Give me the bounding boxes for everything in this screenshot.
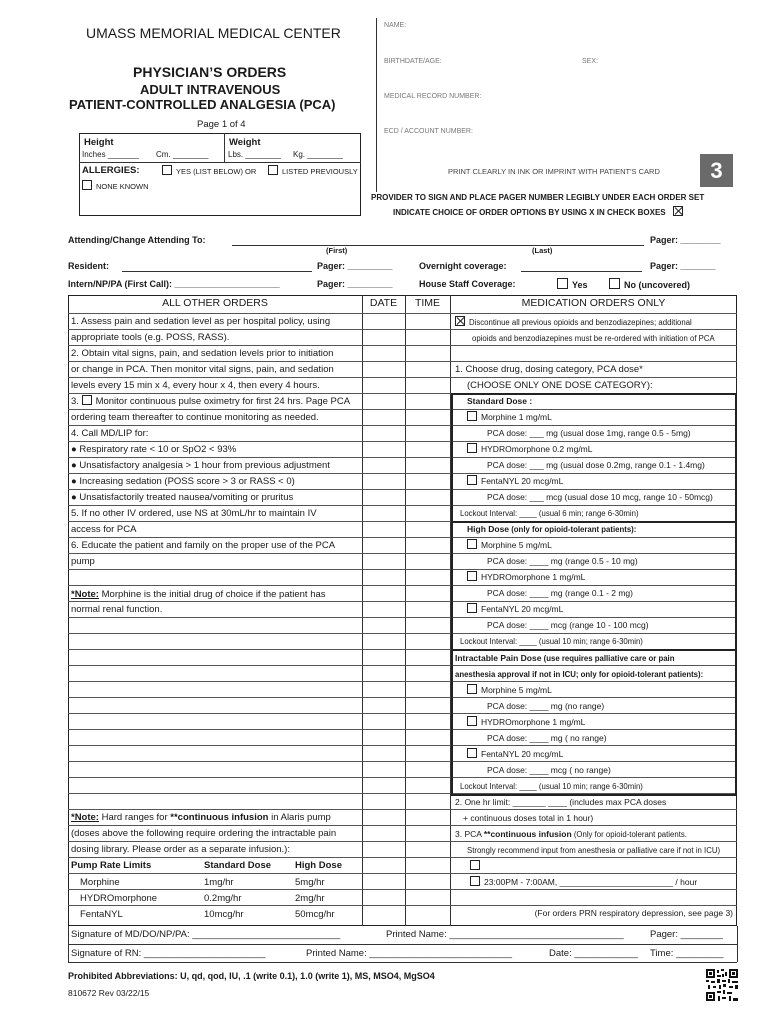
strongly-recommend: Strongly recommend input from anesthesia or palliative care if not in ICU) — [467, 846, 721, 855]
pca-dose-field[interactable]: PCA dose: ___ mg (usual dose 0.2mg, range 0.1 - 1.4mg) — [487, 460, 705, 470]
hard-range-note: *Note: Hard ranges for **continuous infusion in Alaris pump — [71, 812, 331, 823]
lockout-interval-field[interactable]: Lockout Interval: ____ (usual 10 min; range 6-30min) — [460, 637, 643, 646]
pump-header-limits: Pump Rate Limits — [71, 860, 152, 871]
lockout-interval-field[interactable]: Lockout Interval: ____ (usual 10 min; range 6-30min) — [460, 782, 643, 791]
pca-dose-field[interactable]: PCA dose: ____ mg (no range) — [487, 701, 605, 711]
pca-dose-field[interactable]: PCA dose: ____ mcg (range 10 - 100 mcg) — [487, 620, 649, 630]
intern-pager[interactable]: Pager: _________ — [317, 279, 393, 289]
drug-option[interactable]: Morphine 5 mg/mL — [467, 538, 552, 554]
height-label: Height — [84, 137, 114, 148]
lbs-field[interactable]: Lbs. ________ — [228, 150, 281, 159]
one-hour-limit-2: + continuous doses total in 1 hour) — [463, 813, 594, 823]
drug-checkbox[interactable] — [467, 684, 477, 694]
overnight-label: Overnight coverage: — [419, 261, 507, 271]
resident-input-line[interactable] — [122, 271, 312, 272]
house-no-option[interactable]: No (uncovered) — [609, 278, 690, 290]
cm-field[interactable]: Cm. ________ — [156, 150, 209, 159]
inches-field[interactable]: Inches _______ — [82, 150, 139, 159]
sex-label: SEX: — [582, 58, 598, 65]
pca-dose-field[interactable]: PCA dose: ___ mg (usual dose 1mg, range 0.5 - 5mg) — [487, 428, 691, 438]
order-line: 2. Obtain vital signs, pain, and sedation levels prior to initiation — [71, 348, 334, 359]
house-no-checkbox[interactable] — [609, 278, 620, 289]
order-line: ● Respiratory rate < 10 or SpO2 < 93% — [71, 444, 237, 455]
drug-checkbox[interactable] — [467, 443, 477, 453]
page-badge: 3 — [700, 154, 733, 187]
continuous-infusion: 3. PCA **continuous infusion (Only for opioid-tolerant patients. — [455, 829, 687, 839]
form-number: 810672 Rev 03/22/15 — [68, 988, 150, 998]
drug-checkbox[interactable] — [467, 603, 477, 613]
allergies-yes-option[interactable]: YES (LIST BELOW) OR — [162, 165, 256, 176]
order-line: 5. If no other IV ordered, use NS at 30mL/hr to maintain IV — [71, 508, 317, 519]
allergies-yes-checkbox[interactable] — [162, 165, 172, 175]
hard-range-note-2: (doses above the following require ordering the intractable pain — [71, 828, 337, 839]
drug-option[interactable]: FentaNYL 20 mcg/mL — [467, 474, 563, 490]
col-all-other-orders: ALL OTHER ORDERS — [162, 297, 268, 309]
drug-option[interactable]: Morphine 1 mg/mL — [467, 410, 552, 426]
choose-one-category: (CHOOSE ONLY ONE DOSE CATEGORY): — [467, 380, 653, 391]
order-line: pump — [71, 556, 95, 567]
pulse-ox-checkbox[interactable] — [82, 395, 92, 405]
pump-row-high: 5mg/hr — [295, 877, 325, 888]
continuous-blank-option[interactable] — [470, 859, 484, 875]
pump-row-high: 50mcg/hr — [295, 909, 335, 920]
none-known-checkbox[interactable] — [82, 180, 92, 190]
mrn-label: MEDICAL RECORD NUMBER: — [384, 93, 482, 100]
birthdate-label: BIRTHDATE/AGE: — [384, 58, 442, 65]
prn-note: (For orders PRN respiratory depression, see page 3) — [534, 908, 733, 918]
pump-row-high: 2mg/hr — [295, 893, 325, 904]
form-title: PHYSICIAN’S ORDERS — [133, 64, 287, 80]
pump-row-drug: FentaNYL — [80, 909, 123, 920]
high-dose-title: High Dose (only for opioid-tolerant patients): — [467, 524, 637, 534]
pump-row-drug: Morphine — [80, 877, 120, 888]
hospital-name: UMASS MEMORIAL MEDICAL CENTER — [86, 25, 341, 41]
weight-label: Weight — [229, 137, 261, 148]
discontinue-option[interactable]: Discontinue all previous opioids and benzodiazepines; additional — [455, 315, 692, 331]
example-checked-box — [673, 206, 683, 216]
allergies-label: ALLERGIES: — [82, 165, 140, 176]
discontinue-checkbox[interactable] — [455, 316, 465, 326]
pump-header-high: High Dose — [295, 860, 342, 871]
drug-option[interactable]: HYDROmorphone 1 mg/mL — [467, 570, 585, 586]
drug-checkbox[interactable] — [467, 475, 477, 485]
standard-dose-title: Standard Dose : — [467, 396, 533, 406]
order-line: 6. Educate the patient and family on the proper use of the PCA — [71, 540, 336, 551]
overnight-infusion-checkbox[interactable] — [470, 876, 480, 886]
pca-dose-field[interactable]: PCA dose: ____ mg (range 0.1 - 2 mg) — [487, 588, 633, 598]
rn-signature-field[interactable]: Signature of RN: _______________________ — [71, 948, 266, 959]
last-name-caption: (Last) — [532, 246, 553, 255]
intractable-note: anesthesia approval if not in ICU; only for opioid-tolerant patients): — [455, 670, 704, 679]
pca-dose-field[interactable]: PCA dose: ____ mcg ( no range) — [487, 765, 611, 775]
rn-time-field[interactable]: Time: _________ — [650, 948, 724, 959]
order-line: levels every 15 min x 4, every hour x 4, then every 4 hours. — [71, 380, 320, 391]
col-date: DATE — [369, 297, 398, 309]
drug-option[interactable]: Morphine 5 mg/mL — [467, 683, 552, 699]
resident-pager[interactable]: Pager: _________ — [317, 261, 393, 271]
qr-code-icon — [706, 969, 738, 1001]
allergies-listed-option[interactable]: LISTED PREVIOUSLY — [268, 165, 358, 176]
drug-checkbox[interactable] — [467, 411, 477, 421]
pump-row-standard: 10mcg/hr — [204, 909, 244, 920]
pump-row-standard: 0.2mg/hr — [204, 893, 242, 904]
order-line: ordering team thereafter to continue monitoring as needed. — [71, 412, 319, 423]
pca-dose-field[interactable]: PCA dose: ____ mg (range 0.5 - 10 mg) — [487, 556, 638, 566]
pca-dose-field[interactable]: PCA dose: ____ mg ( no range) — [487, 733, 607, 743]
none-known-option[interactable]: NONE KNOWN — [82, 180, 149, 191]
one-hour-limit[interactable]: 2. One hr limit: _______ ____ (includes max PCA doses — [455, 797, 667, 807]
first-name-caption: (First) — [326, 246, 348, 255]
page-indicator: Page 1 of 4 — [197, 119, 246, 130]
overnight-infusion-option[interactable]: 23:00PM - 7:00AM, ________________________ / hour — [470, 875, 697, 891]
print-clearly-note: PRINT CLEARLY IN INK OR IMPRINT WITH PATIENT'S CARD — [448, 167, 660, 176]
order-line: 4. Call MD/LIP for: — [71, 428, 149, 439]
drug-option[interactable]: FentaNYL 20 mcg/mL — [467, 602, 563, 618]
rn-date-field[interactable]: Date: ____________ — [549, 948, 638, 959]
name-field-label: NAME: — [384, 22, 407, 29]
form-subtitle-1: ADULT INTRAVENOUS — [140, 82, 281, 97]
drug-checkbox[interactable] — [467, 716, 477, 726]
checkbox-instruction: INDICATE CHOICE OF ORDER OPTIONS BY USING X IN CHECK BOXES — [393, 206, 687, 217]
drug-option[interactable]: HYDROmorphone 1 mg/mL — [467, 715, 585, 731]
order-line: ● Unsatisfactorily treated nausea/vomiting or pruritus — [71, 492, 294, 503]
pca-dose-field[interactable]: PCA dose: ___ mcg (usual dose 10 mcg, range 10 - 50mcg) — [487, 492, 713, 502]
overnight-input-line[interactable] — [521, 271, 642, 272]
intractable-title: Intractable Pain Dose (use requires palliative care or pain — [455, 653, 675, 663]
choose-drug-instruction: 1. Choose drug, dosing category, PCA dose* — [455, 364, 643, 375]
rn-printed-name-field[interactable]: Printed Name: ___________________________ — [306, 948, 513, 959]
md-printed-name-field[interactable]: Printed Name: _________________________________ — [386, 929, 624, 940]
house-staff-label: House Staff Coverage: — [419, 279, 516, 289]
order-line: ● Increasing sedation (POSS score > 3 or RASS < 0) — [71, 476, 295, 487]
morphine-note: *Note: Morphine is the initial drug of choice if the patient has — [71, 589, 326, 600]
table-row-line — [68, 873, 737, 874]
pump-row-drug: HYDROmorphone — [80, 893, 158, 904]
order-line: appropriate tools (e.g. POSS, RASS). — [71, 332, 230, 343]
drug-checkbox[interactable] — [467, 748, 477, 758]
pump-header-standard: Standard Dose — [204, 860, 272, 871]
prohibited-abbreviations: Prohibited Abbreviations: U, qd, qod, IU, .1 (write 0.1), 1.0 (write 1), MS, MSO4, MgSO4 — [68, 971, 435, 981]
md-signature-field[interactable]: Signature of MD/DO/NP/PA: ____________________________ — [71, 929, 341, 940]
drug-checkbox[interactable] — [467, 539, 477, 549]
col-medication-orders: MEDICATION ORDERS ONLY — [521, 297, 666, 309]
overnight-pager[interactable]: Pager: _______ — [650, 261, 716, 271]
attending-input-line[interactable] — [232, 245, 644, 246]
account-label: ECD / ACCOUNT NUMBER: — [384, 128, 473, 135]
house-yes-checkbox[interactable] — [557, 278, 568, 289]
intern-label[interactable]: Intern/NP/PA (First Call): _____________________ — [68, 279, 280, 289]
attending-label: Attending/Change Attending To: — [68, 235, 206, 245]
drug-option[interactable]: HYDROmorphone 0.2 mg/mL — [467, 442, 593, 458]
drug-option[interactable]: FentaNYL 20 mcg/mL — [467, 747, 563, 763]
col-time: TIME — [414, 297, 441, 309]
resident-label: Resident: — [68, 261, 110, 271]
lockout-interval-field[interactable]: Lockout Interval: ____ (usual 6 min; range 6-30min) — [460, 509, 639, 518]
hard-range-note-3: dosing library. Please order as a separate infusion.): — [71, 844, 290, 855]
card-border — [376, 18, 377, 192]
order-line: normal renal function. — [71, 604, 163, 615]
pump-row-standard: 1mg/hr — [204, 877, 234, 888]
order-line: access for PCA — [71, 524, 137, 535]
drug-checkbox[interactable] — [467, 571, 477, 581]
order-line: or change in PCA. Then monitor vital signs, pain, and sedation — [71, 364, 334, 375]
order-3-pulse-ox[interactable]: 3. Monitor continuous pulse oximetry for first 24 hrs. Page PCA — [71, 396, 351, 407]
discontinue-line-2: opioids and benzodiazepines must be re-ordered with initiation of PCA — [472, 334, 715, 343]
form-subtitle-2: PATIENT-CONTROLLED ANALGESIA (PCA) — [69, 97, 336, 112]
kg-field[interactable]: Kg. ________ — [293, 150, 343, 159]
provider-instruction: PROVIDER TO SIGN AND PLACE PAGER NUMBER LEGIBLY UNDER EACH ORDER SET — [371, 193, 705, 202]
house-yes-option[interactable]: Yes — [557, 278, 588, 290]
continuous-blank-checkbox[interactable] — [470, 860, 480, 870]
order-line: ● Unsatisfactory analgesia > 1 hour from previous adjustment — [71, 460, 330, 471]
attending-pager[interactable]: Pager: ________ — [650, 235, 721, 245]
md-pager-field[interactable]: Pager: ________ — [650, 929, 723, 940]
order-line: 1. Assess pain and sedation level as per hospital policy, using — [71, 316, 331, 327]
listed-previously-checkbox[interactable] — [268, 165, 278, 175]
